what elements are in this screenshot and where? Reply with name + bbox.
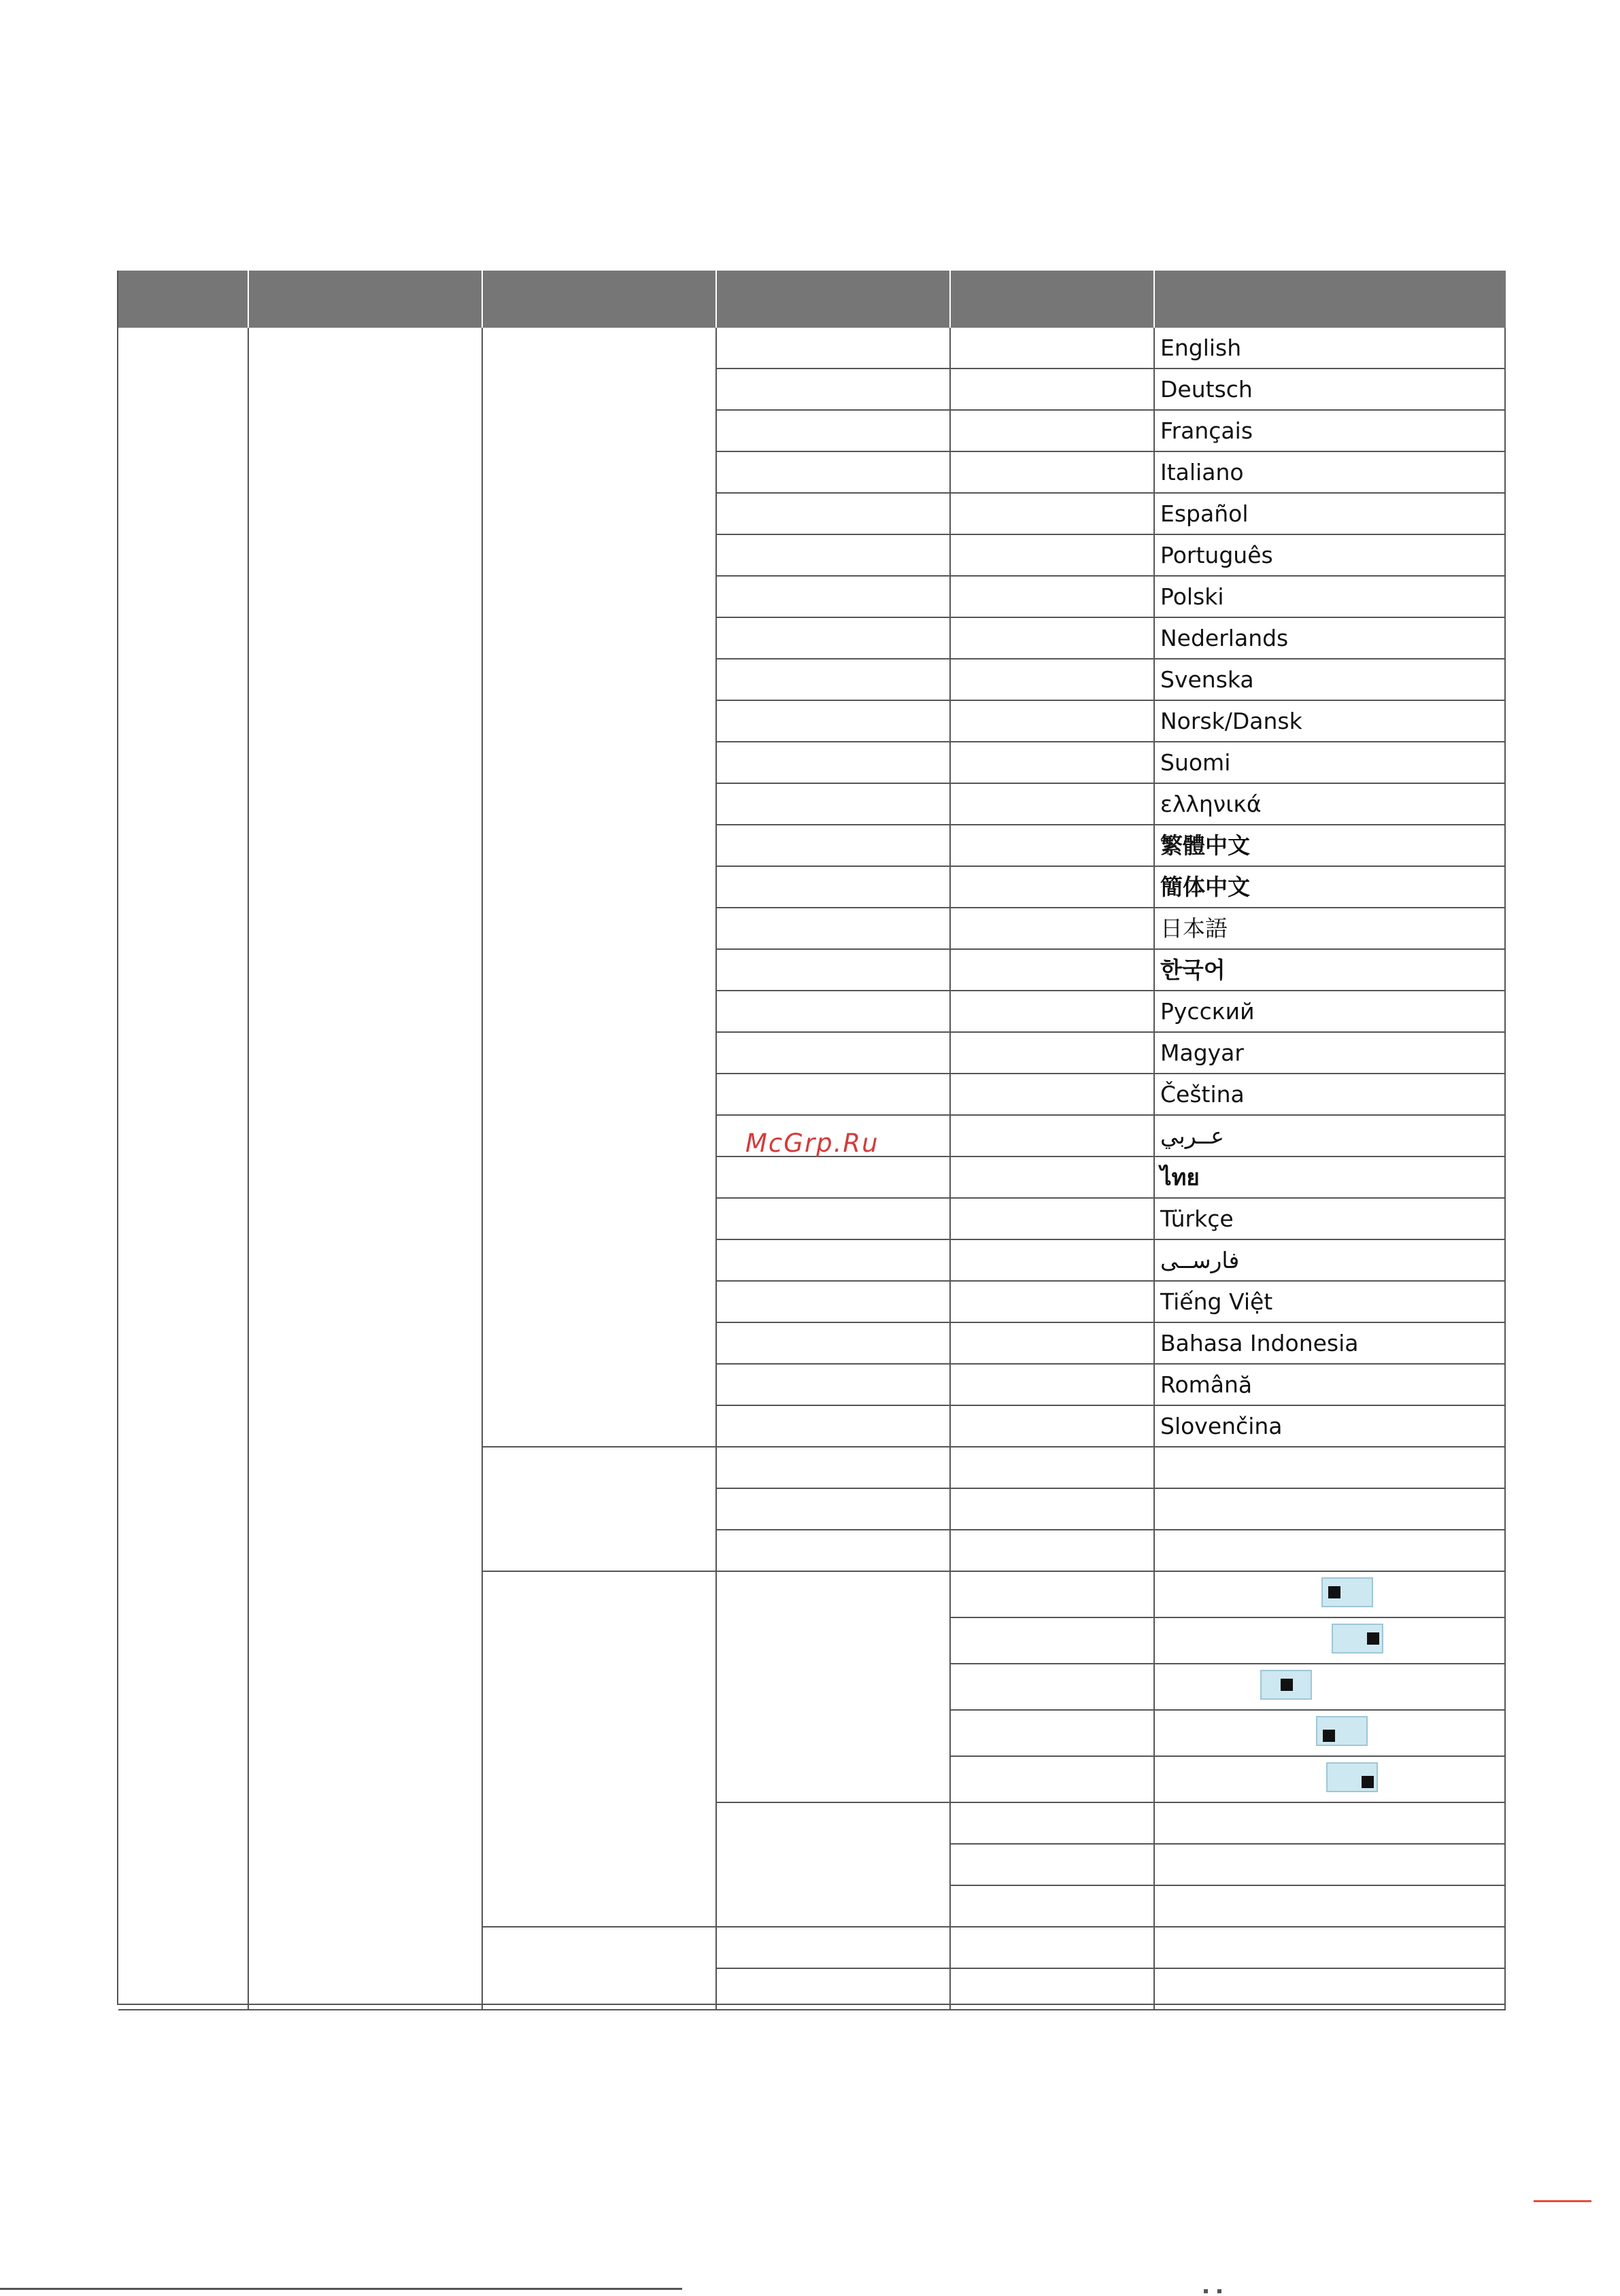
language-option: Deutsch (1155, 369, 1506, 411)
language-option: 簡体中文 (1155, 867, 1506, 908)
language-option: Русский (1155, 991, 1506, 1033)
group-cell-b (483, 1447, 717, 1572)
language-option: Norsk/Dansk (1155, 701, 1506, 742)
watermark: McGrp.Ru (745, 1129, 879, 1158)
language-option: Español (1155, 494, 1506, 535)
subgroup-cell-c2 (717, 1803, 951, 1927)
header-cell-3 (483, 271, 717, 328)
header-cell-6 (1155, 271, 1506, 328)
footer-marks (1204, 2283, 1245, 2289)
language-option: عــربي (1155, 1116, 1506, 1157)
header-cell-4 (717, 271, 951, 328)
language-option: Čeština (1155, 1074, 1506, 1116)
group-cell-c (483, 1572, 717, 1927)
language-option: Türkçe (1155, 1199, 1506, 1240)
menu-location-icon (1332, 1624, 1383, 1654)
main-menu-cell (118, 328, 249, 2010)
page-accent-line (1534, 2200, 1591, 2202)
language-option: Română (1155, 1365, 1506, 1406)
language-option: Svenska (1155, 659, 1506, 701)
language-option: Tiếng Việt (1155, 1282, 1506, 1323)
language-option: 日本語 (1155, 908, 1506, 950)
language-option: Bahasa Indonesia (1155, 1323, 1506, 1365)
header-cell-2 (249, 271, 483, 328)
language-option: Português (1155, 535, 1506, 577)
language-option: 繁體中文 (1155, 825, 1506, 867)
language-option: Suomi (1155, 742, 1506, 784)
header-cell-1 (118, 271, 249, 328)
header-cell-5 (951, 271, 1155, 328)
menu-location-icon (1326, 1762, 1378, 1792)
language-option: Magyar (1155, 1033, 1506, 1074)
language-option: ไทย (1155, 1157, 1506, 1199)
language-option: فارســی (1155, 1240, 1506, 1282)
language-option: Italiano (1155, 452, 1506, 494)
sub-menu-cell (249, 328, 483, 2010)
language-option: Polski (1155, 577, 1506, 618)
subgroup-cell-c1 (717, 1572, 951, 1803)
group-cell-d (483, 1927, 717, 2010)
menu-location-icon (1316, 1716, 1368, 1746)
language-option: Français (1155, 411, 1506, 452)
language-option: ελληνικά (1155, 784, 1506, 825)
language-group-cell (483, 328, 717, 1447)
footer-rule (0, 2288, 682, 2290)
language-option: Slovenčina (1155, 1406, 1506, 1447)
language-option: 한국어 (1155, 950, 1506, 991)
language-option: Nederlands (1155, 618, 1506, 659)
menu-location-icon (1321, 1577, 1373, 1607)
language-option: English (1155, 328, 1506, 369)
menu-location-icon (1260, 1670, 1312, 1700)
